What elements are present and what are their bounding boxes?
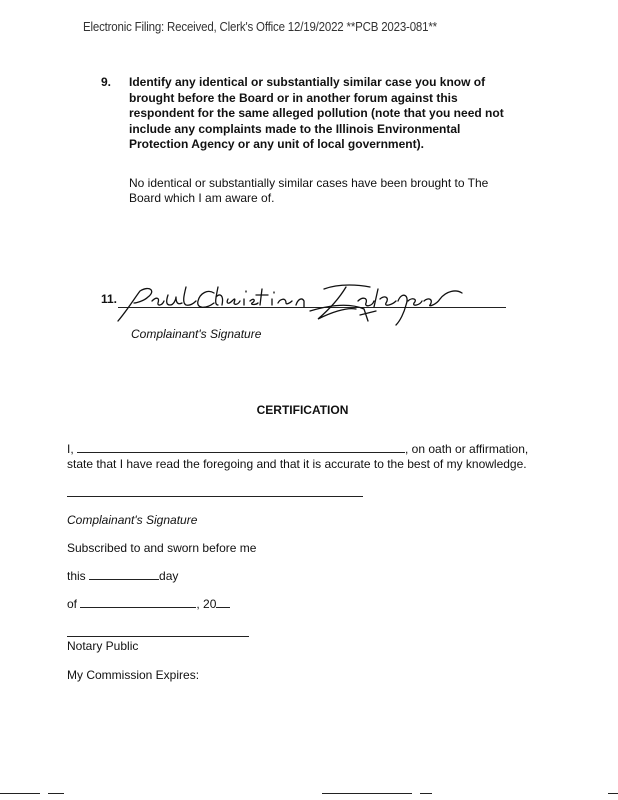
day-prefix: this (67, 569, 86, 583)
item-11-signature-label: Complainant's Signature (131, 327, 262, 341)
item-9-question: Identify any identical or substantially similar case you know of brought before the Board or in another forum against this respondent for the same alleged pollution (note that you need not include any complaints made to the Illinois Environmental Protection Agency or any unit of local government). (129, 75, 504, 151)
month-blank[interactable] (80, 597, 196, 608)
month-prefix: of (67, 597, 78, 611)
item-11-number: 11. (101, 292, 118, 306)
certification-line-1 (67, 442, 528, 456)
sworn-statement: Subscribed to and sworn before me (67, 541, 257, 555)
item-9-answer: No identical or substantially similar cases have been brought to The Board which I am aware of. (129, 176, 489, 205)
certification-line-2: state that I have read the foregoing and that it is accurate to the best of my knowledge. (67, 457, 527, 471)
certification-title: CERTIFICATION (256, 403, 349, 417)
certification-prefix: I, (67, 442, 74, 456)
footer-rule-right (608, 793, 618, 794)
name-blank[interactable] (77, 442, 405, 453)
certification-oath: , on oath or affirmation, (405, 442, 529, 456)
footer-rule-center (322, 793, 412, 794)
day-blank[interactable] (89, 569, 159, 580)
footer-rule-center-2 (420, 793, 432, 794)
commission-expires-label: My Commission Expires: (67, 668, 200, 682)
month-year-line (67, 597, 230, 611)
year-blank[interactable] (216, 597, 230, 608)
day-suffix: day (159, 569, 179, 583)
notary-signature-line[interactable] (67, 636, 249, 637)
year-prefix: , 20 (196, 597, 217, 611)
certification-signature-label: Complainant's Signature (67, 513, 198, 527)
certification-signature-line[interactable] (67, 496, 363, 497)
handwritten-signature-icon (110, 279, 470, 329)
item-9-number: 9. (101, 75, 112, 89)
day-line (67, 569, 178, 583)
filing-stamp: Electronic Filing: Received, Clerk's Office 12/19/2022 **PCB 2023-081** (83, 20, 437, 34)
footer-rule-left-2 (48, 793, 64, 794)
footer-rule-left (0, 793, 40, 794)
notary-public-label: Notary Public (67, 639, 139, 653)
